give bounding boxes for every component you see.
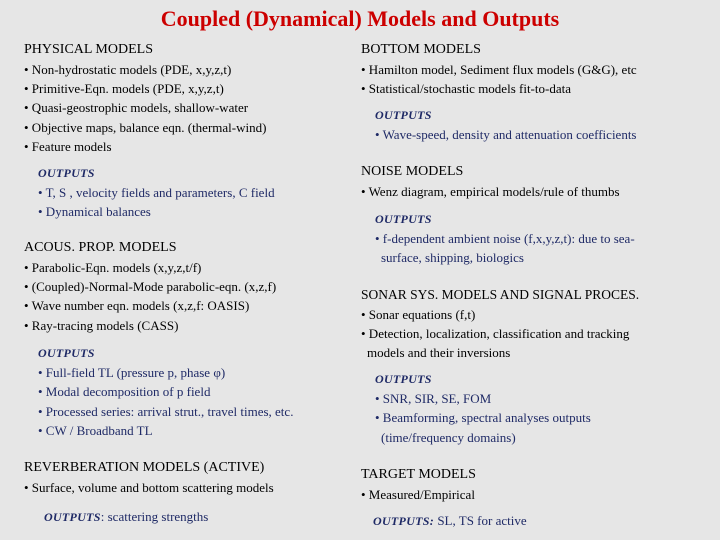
acoustic-models-heading: ACOUS. PROP. MODELS <box>24 240 177 255</box>
physical-item: • Non-hydrostatic models (PDE, x,y,z,t) <box>24 62 232 77</box>
output-item: • Wave-speed, density and attenuation coefficients <box>375 127 637 143</box>
target-outputs <box>373 511 527 531</box>
sonar-models-heading: SONAR SYS. MODELS AND SIGNAL PROCES. <box>361 287 640 302</box>
outputs-label: OUTPUTS <box>375 372 432 386</box>
output-item: • Dynamical balances <box>38 204 151 220</box>
output-item: • Beamforming, spectral analyses outputs <box>375 410 591 426</box>
slide-title: Coupled (Dynamical) Models and Outputs <box>160 6 560 31</box>
bottom-item: • Statistical/stochastic models fit-to-data <box>361 81 571 97</box>
output-item: • Modal decomposition of p field <box>38 384 211 400</box>
noise-models-heading: NOISE MODELS <box>361 164 464 179</box>
sonar-item: • Sonar equations (f,t) <box>361 307 476 322</box>
bottom-models-heading: BOTTOM MODELS <box>361 42 481 57</box>
noise-outputs <box>375 210 635 268</box>
output-item: • SNR, SIR, SE, FOM <box>375 391 492 407</box>
sonar-item: • Detection, localization, classification and tracking <box>361 326 630 342</box>
outputs-label: OUTPUTS <box>38 346 95 360</box>
output-item: (time/frequency domains) <box>381 429 516 445</box>
output-item: • f-dependent ambient noise (f,x,y,z,t): due to sea- <box>375 231 635 247</box>
bottom-item: • Hamilton model, Sediment flux models (G&G), etc <box>361 62 637 77</box>
reverberation-item: • Surface, volume and bottom scattering models <box>24 480 274 495</box>
output-text: SL, TS for active <box>434 513 527 528</box>
output-item: • Processed series: arrival strut., travel times, etc. <box>38 403 294 419</box>
bottom-models-section <box>361 40 637 98</box>
sonar-models-section <box>361 285 639 363</box>
physical-item: • Objective maps, balance eqn. (thermal-wind) <box>24 119 267 135</box>
target-models-heading: TARGET MODELS <box>361 467 476 482</box>
output-item: • Full-field TL (pressure p, phase φ) <box>38 365 226 381</box>
output-item: • T, S , velocity fields and parameters, C field <box>38 185 275 201</box>
output-item: surface, shipping, biologics <box>381 250 524 266</box>
physical-models-heading: PHYSICAL MODELS <box>24 42 153 57</box>
outputs-label: OUTPUTS <box>375 108 432 122</box>
sonar-outputs <box>375 370 591 447</box>
physical-item: • Feature models <box>24 138 112 154</box>
noise-models-section <box>361 162 620 201</box>
outputs-label: OUTPUTS <box>44 510 101 524</box>
physical-outputs <box>38 164 275 222</box>
sonar-item: models and their inversions <box>367 345 511 361</box>
physical-item: • Primitive-Eqn. models (PDE, x,y,z,t) <box>24 81 224 97</box>
acoustic-models-section <box>24 238 276 335</box>
output-text: : scattering strengths <box>100 509 209 524</box>
acoustic-item: • (Coupled)-Normal-Mode parabolic-eqn. (x,z,f) <box>24 279 277 295</box>
reverberation-outputs <box>44 507 208 527</box>
outputs-label: OUTPUTS <box>38 166 95 180</box>
target-item: • Measured/Empirical <box>361 487 475 502</box>
outputs-label: OUTPUTS: <box>373 514 435 528</box>
noise-item: • Wenz diagram, empirical models/rule of thumbs <box>361 184 620 199</box>
bottom-outputs <box>375 106 637 144</box>
acoustic-item: • Wave number eqn. models (x,z,f: OASIS) <box>24 298 250 314</box>
acoustic-outputs <box>38 344 293 440</box>
physical-item: • Quasi-geostrophic models, shallow-water <box>24 100 249 116</box>
acoustic-item: • Parabolic-Eqn. models (x,y,z,t/f) <box>24 260 202 275</box>
output-item: • CW / Broadband TL <box>38 422 153 438</box>
outputs-label: OUTPUTS <box>375 212 432 226</box>
reverberation-models-heading: REVERBERATION MODELS (ACTIVE) <box>24 460 265 475</box>
physical-models-section <box>24 40 266 156</box>
target-models-section <box>361 465 476 504</box>
reverberation-models-section <box>24 458 274 497</box>
acoustic-item: • Ray-tracing models (CASS) <box>24 317 179 333</box>
